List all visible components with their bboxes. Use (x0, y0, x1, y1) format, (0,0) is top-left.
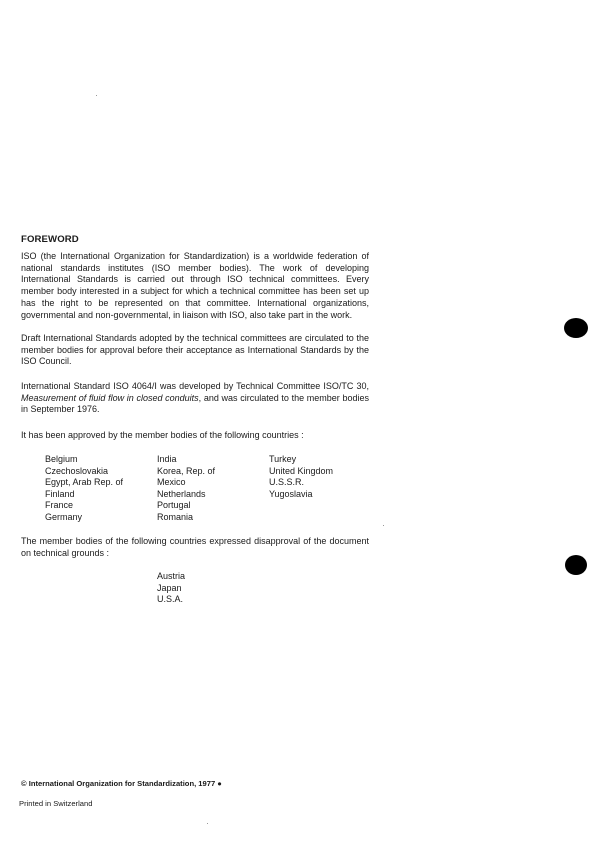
binder-hole-mark (565, 555, 587, 575)
paragraph-approval-intro: It has been approved by the member bodies of the following countries : (21, 430, 304, 440)
country-name: Austria (157, 571, 186, 581)
country-name: U.S.A. (157, 594, 184, 605)
country-name: Portugal (157, 500, 191, 511)
printed-notice: Printed in Switzerland (19, 799, 93, 808)
approving-countries-column-2 (157, 454, 215, 524)
country-name: Turkey (269, 454, 297, 464)
country-name: Yugoslavia (269, 488, 313, 499)
country-name: U.S.S.R. (269, 477, 305, 488)
binder-hole-mark (564, 318, 588, 338)
approving-countries-column-3 (269, 454, 333, 500)
paragraph-disapproval-intro: The member bodies of the following countries expressed disapproval of the document on technical grounds : (21, 536, 369, 558)
committee-title: Measurement of fluid flow in closed conduits (21, 392, 199, 403)
country-name: Egypt, Arab Rep. of (45, 477, 124, 488)
scan-speck (207, 823, 208, 824)
country-name: Finland (45, 488, 75, 499)
paragraph-standard-development (21, 381, 369, 416)
country-name: France (45, 500, 74, 511)
copyright-notice: © International Organization for Standardization, 1977 ● (21, 779, 222, 788)
country-name: Japan (157, 582, 182, 593)
approving-countries-column-1 (45, 454, 123, 524)
paragraph-text: , and was circulated to the member bodies in September 1976. (21, 392, 370, 415)
paragraph-draft-standards: Draft International Standards adopted by the technical committees are circulated to the member bodies for approval before their acceptance as International Standards by the ISO Council. (21, 333, 369, 367)
country-name: Czechoslovakia (45, 465, 109, 476)
paragraph-text: International Standard ISO 4064/I was developed by Technical Committee ISO/TC 30, (21, 381, 369, 391)
country-name: Belgium (45, 454, 78, 464)
country-name: Netherlands (157, 488, 206, 499)
country-name: Korea, Rep. of (157, 465, 216, 476)
country-name: United Kingdom (269, 465, 334, 476)
country-name: India (157, 454, 177, 464)
foreword-heading: FOREWORD (21, 234, 79, 245)
country-name: Germany (45, 511, 83, 522)
scan-speck (96, 95, 97, 96)
paragraph-iso-intro: ISO (the International Organization for Standardization) is a worldwide federation of national standards institutes (ISO member bodies). The work of developing International Standards is carried out through ISO technical committees. Every member body interested in a subject for which a technical committee has been set up has the right to be represented on that committee. International organizations, governmental and non-governmental, in liaison with ISO, also take part in the work. (21, 251, 369, 320)
country-name: Romania (157, 511, 194, 522)
country-name: Mexico (157, 477, 186, 488)
scan-speck (383, 525, 384, 526)
disapproving-countries-list (157, 571, 185, 606)
